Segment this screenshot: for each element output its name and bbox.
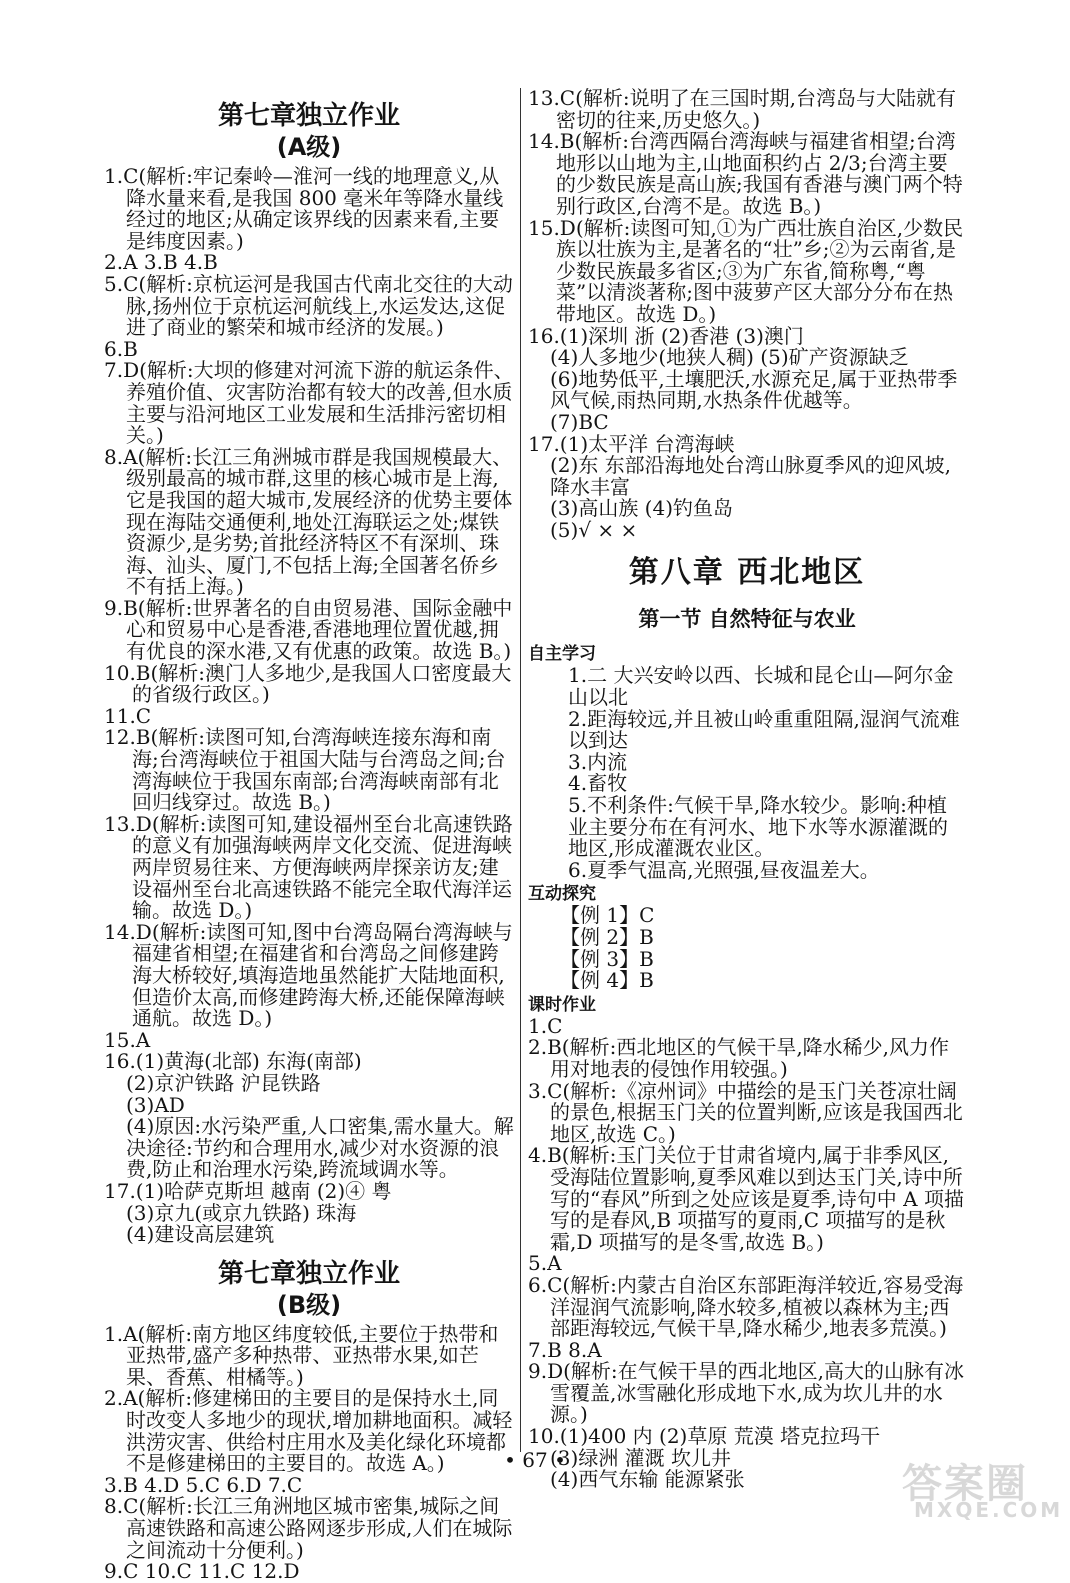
answer-item: 6.B xyxy=(104,336,138,361)
self-study-label: 自主学习 xyxy=(528,644,596,665)
answer-subitem: (7)BC xyxy=(550,409,609,434)
answer-subitem: (4)人多地少(地狭人稠) (5)矿产资源缺乏 xyxy=(550,345,909,370)
answer-item: 3.B 4.D 5.C 6.D 7.C xyxy=(104,1472,303,1497)
left-column xyxy=(104,88,514,1583)
study-item: 6.夏季气温高,光照强,昼夜温差大。 xyxy=(568,857,880,882)
answer-subitem: (3)AD xyxy=(126,1092,185,1117)
answer-item: 1.C(解析:牢记秦岭—淮河一线的地理意义,从降水量来看,是我国 800 毫米年等降水量线经过的地区;从确定该界线的因素来看,主要是纬度因素。) xyxy=(104,164,504,253)
answer-item: 7.D(解析:大坝的修建对河流下游的航运条件、养殖价值、灾害防治都有较大的改善,但水质主要与沿河地区工业发展和生活排污密切相关。) xyxy=(104,358,514,448)
example-item: 【例 1】C xyxy=(560,903,655,928)
answer-item: 4.B(解析:玉门关位于甘肃省境内,属于非季风区,受海陆位置影响,夏季风难以到达玉门关,诗中所写的“春风”所到之处应该是夏季,诗句中 A 项描写的是春风,B 项描写的夏雨,C 项描写的是秋霜,D 项描写的是冬雪,故选 B。) xyxy=(528,1143,964,1254)
answer-item: 9.C 10.C 11.C 12.D xyxy=(104,1559,300,1583)
chapter-7a-level: (A级) xyxy=(276,133,342,161)
right-column xyxy=(528,88,966,1491)
answer-subitem: (2)京沪铁路 沪昆铁路 xyxy=(126,1070,321,1095)
answer-item: 2.A 3.B 4.B xyxy=(104,250,218,275)
section-1-title: 第一节 自然特征与农业 xyxy=(638,607,856,632)
answer-item: 10.B(解析:澳门人多地少,是我国人口密度最大的省级行政区。) xyxy=(104,660,512,707)
answer-item: 2.A(解析:修建梯田的主要目的是保持水土,同时改变人多地少的现状,增加耕地面积。减轻洪涝灾害、供给村庄用水及美化绿化环境都不是修建梯田的主要目的。故选 A。) xyxy=(104,1386,513,1476)
answer-subitem: (3)绿洲 灌溉 坎儿井 xyxy=(550,1445,732,1470)
answer-item: 1.A(解析:南方地区纬度较低,主要位于热带和亚热带,盛产多种热带、亚热带水果,如芒果、香蕉、柑橘等。) xyxy=(104,1321,499,1389)
answer-item: 16.(1)深圳 浙 (2)香港 (3)澳门 xyxy=(528,323,804,348)
column-divider xyxy=(520,88,521,1452)
answer-item: 16.(1)黄海(北部) 东海(南部) xyxy=(104,1049,362,1074)
watermark-logo xyxy=(902,1452,1064,1524)
answer-item: 14.D(解析:读图可知,图中台湾岛隔台湾海峡与福建省相望;在福建省和台湾岛之间修建跨海大桥较好,填海造地虽然能扩大陆地面积,但造价太高,而修建跨海大桥,还能保障海峡通航。故选 D。) xyxy=(104,919,513,1031)
answer-item: 17.(1)太平洋 台湾海峡 xyxy=(528,431,735,456)
answer-subitem: (3)京九(或京九铁路) 珠海 xyxy=(126,1200,357,1225)
chapter-7a-title: 第七章独立作业 xyxy=(217,101,400,131)
example-item: 【例 3】B xyxy=(560,946,654,971)
answer-subitem: (6)地势低平,土壤肥沃,水源充足,属于亚热带季风气候,雨热同期,水热条件优越等。 xyxy=(550,366,958,413)
page-number: • 67 • xyxy=(504,1448,566,1472)
answer-subitem: (3)高山族 (4)钓鱼岛 xyxy=(550,496,734,521)
answer-subitem: (4)原因:水污染严重,人口密集,需水量大。解决途径:节约和合理用水,减少对水资源的浪费,防止和治理水污染,跨流域调水等。 xyxy=(126,1114,514,1182)
answer-subitem: (4)建设高层建筑 xyxy=(126,1222,275,1247)
answer-item: 15.D(解析:读图可知,①为广西壮族自治区,少数民族以壮族为主,是著名的“壮”乡;②为云南省,是少数民族最多省区;③为广东省,简称粤,“粤菜”以清淡著称;图中菠萝产区大部分分布在热带地区。故选 D。) xyxy=(528,215,964,326)
answer-item: 11.C xyxy=(104,703,152,728)
study-item: 5.不利条件:气候干旱,降水较少。影响:种植业主要分布在有河水、地下水等水源灌溉的地区,形成灌溉农业区。 xyxy=(568,793,948,861)
answer-item: 1.C xyxy=(528,1013,563,1038)
watermark-bottom: MXQE.COM xyxy=(914,1498,1064,1522)
answer-item: 5.C(解析:京杭运河是我国古代南北交往的大动脉,扬州位于京杭运河航线上,水运发达,这促进了商业的繁荣和城市经济的发展。) xyxy=(104,271,513,340)
answer-item: 3.C(解析:《凉州词》中描绘的是玉门关苍凉壮阔的景色,根据玉门关的位置判断,应该是我国西北地区,故选 C。) xyxy=(528,1078,963,1146)
answer-item: 15.A xyxy=(104,1027,151,1052)
answer-item: 6.C(解析:内蒙古自治区东部距海洋较近,容易受海洋湿润气流影响,降水较多,植被以森林为主;西部距海较远,气候干旱,降水稀少,地表多荒漠。) xyxy=(528,1272,964,1341)
homework-label: 课时作业 xyxy=(528,994,596,1015)
answer-item: 9.B(解析:世界著名的自由贸易港、国际金融中心和贸易中心是香港,香港地理位置优越,拥有优良的深水港,又有优惠的政策。故选 B。) xyxy=(104,595,513,664)
chapter-8-title: 第八章 西北地区 xyxy=(628,555,866,591)
chapter-7b-level: (B级) xyxy=(276,1290,342,1319)
answer-item: 12.B(解析:读图可知,台湾海峡连接东海和南海;台湾海峡位于祖国大陆与台湾岛之间;台湾海峡位于我国东南部;台湾海峡南部有北回归线穿过。故选 B。) xyxy=(104,725,506,815)
study-item: 4.畜牧 xyxy=(568,771,628,796)
answer-subitem: (4)西气东输 能源紧张 xyxy=(550,1467,745,1492)
chapter-7b-title: 第七章独立作业 xyxy=(217,1258,400,1289)
answer-item: 10.(1)400 内 (2)草原 荒漠 塔克拉玛干 xyxy=(528,1424,881,1449)
watermark-top: 答案圈 xyxy=(902,1461,1028,1507)
answer-item: 13.C(解析:说明了在三国时期,台湾岛与大陆就有密切的往来,历史悠久。) xyxy=(528,86,957,132)
study-item: 1.二 大兴安岭以西、长城和昆仑山—阿尔金山以北 xyxy=(568,663,954,710)
answer-item: 9.D(解析:在气候干旱的西北地区,高大的山脉有冰雪覆盖,冰雪融化形成地下水,成为坎儿井的水源。) xyxy=(528,1359,965,1427)
answer-item: 13.D(解析:读图可知,建设福州至台北高速铁路的意义有加强海峡两岸文化交流、促进海峡两岸贸易往来、方便海峡两岸探亲访友;建设福州至台北高速铁路不能完全取代海洋运输。故选 D。) xyxy=(104,811,513,923)
answer-subitem: (5)√ × × xyxy=(550,517,638,542)
study-item: 3.内流 xyxy=(568,749,628,774)
answer-item: 8.C(解析:长江三角洲地区城市密集,城际之间高速铁路和高速公路网逐步形成,人们在城际之间流动十分便利。) xyxy=(104,1494,513,1562)
example-item: 【例 4】B xyxy=(560,968,654,993)
interactive-label: 互动探究 xyxy=(528,884,596,905)
example-item: 【例 2】B xyxy=(560,925,654,949)
answer-item: 2.B(解析:西北地区的气候干旱,降水稀少,风力作用对地表的侵蚀作用较强。) xyxy=(528,1035,950,1081)
study-item: 2.距海较远,并且被山岭重重阻隔,湿润气流难以到达 xyxy=(568,706,960,753)
answer-item: 17.(1)哈萨克斯坦 越南 (2)④ 粤 xyxy=(104,1178,392,1203)
answer-subitem: (2)东 东部沿海地处台湾山脉夏季风的迎风坡,降水丰富 xyxy=(550,453,952,499)
answer-item: 14.B(解析:台湾西隔台湾海峡与福建省相望;台湾地形以山地为主,山地面积约占 2/3;台湾主要的少数民族是高山族;我国有香港与澳门两个特别行政区,台湾不是。故选 B。) xyxy=(528,129,963,218)
answer-item: 5.A xyxy=(528,1251,562,1276)
answer-item: 7.B 8.A xyxy=(528,1337,602,1362)
answer-item: 8.A(解析:长江三角洲城市群是我国规模最大、级别最高的城市群,这里的核心城市是上海,它是我国的超大城市,发展经济的优势主要体现在海陆交通便利,地处江海联运之处;煤铁资源少,是劣势;首批经济特区不有深圳、珠海、汕头、厦门,不包括上海;全国著名侨乡不有括上海。) xyxy=(104,444,513,599)
